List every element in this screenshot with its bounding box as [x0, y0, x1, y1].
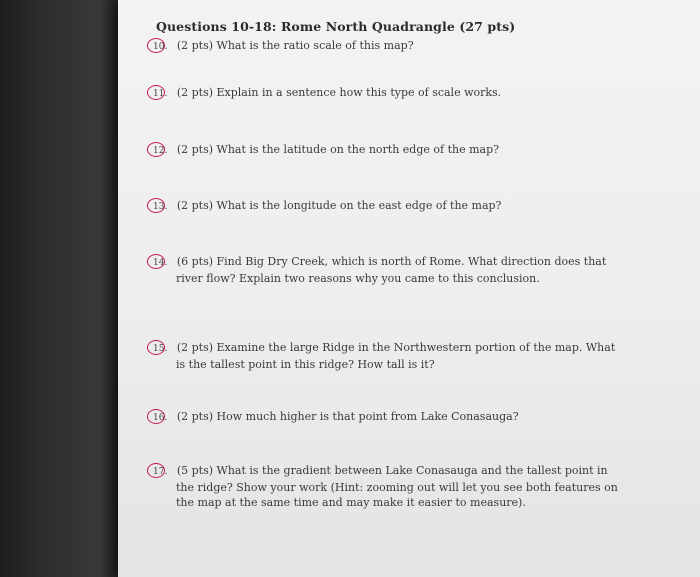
question-13 [150, 198, 501, 215]
question-number: 13. [150, 200, 170, 215]
question-16 [150, 409, 519, 426]
question-number: 15. [150, 342, 170, 357]
question-12 [150, 142, 499, 159]
question-number: 14. [150, 256, 170, 271]
question-number: 17. [150, 465, 170, 480]
question-number: 11. [150, 87, 170, 102]
page-title: Questions 10-18: Rome North Quadrangle (27 pts) [156, 19, 516, 34]
question-text-line-2: is the tallest point in this ridge? How tall is it? [176, 358, 435, 371]
question-text-line-3: the map at the same time and may make it easier to measure). [176, 496, 526, 509]
question-14 [150, 254, 606, 286]
question-number: 12. [150, 144, 170, 159]
question-10 [150, 38, 414, 55]
question-17 [150, 463, 618, 510]
question-11 [150, 85, 501, 102]
question-text-line-2: river flow? Explain two reasons why you came to this conclusion. [176, 272, 540, 285]
question-text: (5 pts) What is the gradient between Lake Conasauga and the tallest point in [176, 464, 608, 477]
question-number: 10. [150, 40, 170, 55]
question-15 [150, 340, 615, 372]
question-number: 16. [150, 411, 170, 426]
question-text-line-2: the ridge? Show your work (Hint: zooming out will let you see both features on [176, 481, 618, 494]
question-text: (2 pts) What is the latitude on the north edge of the map? [176, 143, 500, 156]
question-text: (2 pts) Explain in a sentence how this type of scale works. [176, 86, 502, 99]
question-text: (2 pts) What is the ratio scale of this map? [176, 39, 414, 52]
question-text: (2 pts) Examine the large Ridge in the Northwestern portion of the map. What [176, 341, 616, 354]
question-text: (2 pts) What is the longitude on the east edge of the map? [176, 199, 502, 212]
question-text: (6 pts) Find Big Dry Creek, which is north of Rome. What direction does that [176, 255, 607, 268]
question-text: (2 pts) How much higher is that point from Lake Conasauga? [176, 410, 519, 423]
